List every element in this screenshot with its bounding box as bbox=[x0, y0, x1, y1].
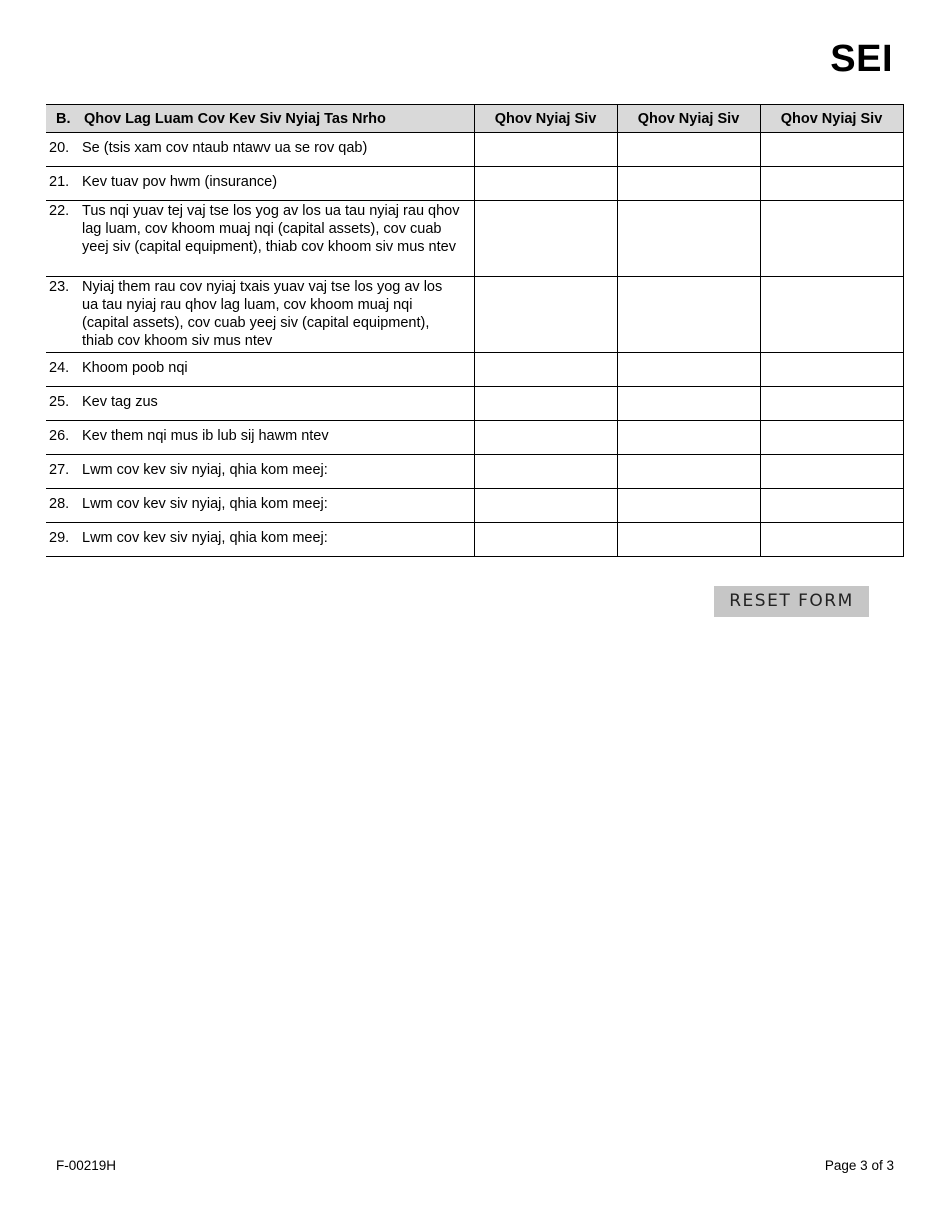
row-number: 29. bbox=[49, 530, 70, 546]
amount-input[interactable] bbox=[761, 421, 903, 454]
amount-input[interactable] bbox=[475, 489, 617, 522]
amount-input[interactable] bbox=[475, 421, 617, 454]
amount-field-month-3[interactable] bbox=[760, 277, 903, 353]
amount-input[interactable] bbox=[618, 133, 760, 166]
form-number: F-00219H bbox=[56, 1158, 117, 1173]
row-label: Kev tag zus bbox=[82, 394, 158, 410]
row-number: 20. bbox=[49, 140, 70, 156]
form-code-header: SEI bbox=[830, 38, 893, 80]
row-number: 27. bbox=[49, 462, 70, 478]
row-label: Lwm cov kev siv nyiaj, qhia kom meej: bbox=[82, 530, 328, 546]
month-3-header: Qhov Nyiaj Siv bbox=[760, 105, 903, 133]
amount-field-month-3[interactable] bbox=[760, 201, 903, 277]
table-row bbox=[46, 523, 903, 557]
amount-field-month-3[interactable] bbox=[760, 133, 903, 167]
table-row bbox=[46, 167, 903, 201]
amount-input[interactable] bbox=[618, 421, 760, 454]
reset-form-button[interactable]: RESET FORM bbox=[714, 586, 869, 617]
amount-field-month-2[interactable] bbox=[617, 523, 760, 557]
table-row bbox=[46, 455, 903, 489]
table-row bbox=[46, 353, 903, 387]
amount-field-month-2[interactable] bbox=[617, 201, 760, 277]
amount-field-month-1[interactable] bbox=[474, 489, 617, 523]
row-label-cell bbox=[46, 353, 474, 387]
row-number: 26. bbox=[49, 428, 70, 444]
amount-input[interactable] bbox=[761, 133, 903, 166]
amount-field-month-3[interactable] bbox=[760, 523, 903, 557]
amount-input[interactable] bbox=[761, 201, 903, 276]
row-label: Tus nqi yuav tej vaj tse los yog av los ua tau nyiaj rau qhov lag luam, cov khoom muaj nqi (capital assets), cov cuab yeej siv (capital equipment), thiab cov khoom siv mus ntev bbox=[82, 203, 460, 255]
section-header bbox=[46, 105, 474, 133]
amount-input[interactable] bbox=[761, 387, 903, 420]
row-label-cell bbox=[46, 201, 474, 277]
amount-field-month-2[interactable] bbox=[617, 387, 760, 421]
row-label: Lwm cov kev siv nyiaj, qhia kom meej: bbox=[82, 496, 328, 512]
amount-input[interactable] bbox=[618, 455, 760, 488]
amount-field-month-2[interactable] bbox=[617, 455, 760, 489]
amount-input[interactable] bbox=[475, 201, 617, 276]
amount-input[interactable] bbox=[475, 387, 617, 420]
amount-field-month-3[interactable] bbox=[760, 455, 903, 489]
amount-field-month-3[interactable] bbox=[760, 421, 903, 455]
amount-field-month-1[interactable] bbox=[474, 201, 617, 277]
page-label: Page bbox=[824, 1158, 857, 1173]
amount-field-month-2[interactable] bbox=[617, 489, 760, 523]
amount-input[interactable] bbox=[618, 489, 760, 522]
row-label-cell bbox=[46, 387, 474, 421]
amount-field-month-2[interactable] bbox=[617, 353, 760, 387]
amount-input[interactable] bbox=[618, 277, 760, 352]
amount-input[interactable] bbox=[761, 167, 903, 200]
amount-field-month-1[interactable] bbox=[474, 133, 617, 167]
table-row bbox=[46, 421, 903, 455]
table-header-row bbox=[46, 105, 903, 133]
amount-input[interactable] bbox=[475, 523, 617, 556]
amount-field-month-2[interactable] bbox=[617, 421, 760, 455]
row-number: 22. bbox=[49, 203, 70, 219]
amount-field-month-3[interactable] bbox=[760, 167, 903, 201]
section-letter: B. bbox=[56, 110, 71, 127]
row-number: 21. bbox=[49, 174, 70, 190]
amount-field-month-1[interactable] bbox=[474, 353, 617, 387]
amount-input[interactable] bbox=[761, 455, 903, 488]
amount-input[interactable] bbox=[475, 277, 617, 352]
row-label: Khoom poob nqi bbox=[82, 360, 188, 376]
row-number: 24. bbox=[49, 360, 70, 376]
page-current: 3 bbox=[860, 1158, 868, 1173]
amount-field-month-3[interactable] bbox=[760, 387, 903, 421]
amount-input[interactable] bbox=[475, 133, 617, 166]
table-row bbox=[46, 489, 903, 523]
amount-field-month-2[interactable] bbox=[617, 167, 760, 201]
row-label: Lwm cov kev siv nyiaj, qhia kom meej: bbox=[82, 462, 328, 478]
row-number: 23. bbox=[49, 279, 70, 295]
page-total: 3 bbox=[886, 1158, 894, 1173]
row-label-cell bbox=[46, 167, 474, 201]
table-row bbox=[46, 277, 903, 353]
business-expenses-table bbox=[46, 104, 904, 557]
amount-field-month-3[interactable] bbox=[760, 489, 903, 523]
table-row bbox=[46, 201, 903, 277]
amount-input[interactable] bbox=[618, 523, 760, 556]
section-title: Qhov Lag Luam Cov Kev Siv Nyiaj Tas Nrho bbox=[84, 110, 386, 127]
amount-field-month-2[interactable] bbox=[617, 277, 760, 353]
table-row bbox=[46, 133, 903, 167]
amount-input[interactable] bbox=[761, 353, 903, 386]
row-label: Kev them nqi mus ib lub sij hawm ntev bbox=[82, 428, 329, 444]
amount-input[interactable] bbox=[761, 523, 903, 556]
row-label-cell bbox=[46, 523, 474, 557]
row-number: 25. bbox=[49, 394, 70, 410]
amount-input[interactable] bbox=[618, 353, 760, 386]
amount-field-month-3[interactable] bbox=[760, 353, 903, 387]
amount-field-month-1[interactable] bbox=[474, 277, 617, 353]
row-number: 28. bbox=[49, 496, 70, 512]
row-label: Nyiaj them rau cov nyiaj txais yuav vaj tse los yog av los ua tau nyiaj rau qhov lag luam, cov khoom muaj nqi (capital assets), cov cuab yeej siv (capital equipment), thiab cov khoom siv mus ntev bbox=[82, 279, 443, 349]
row-label-cell bbox=[46, 455, 474, 489]
row-label: Kev tuav pov hwm (insurance) bbox=[82, 174, 278, 190]
amount-field-month-1[interactable] bbox=[474, 523, 617, 557]
page-indicator bbox=[825, 1158, 894, 1173]
amount-input[interactable] bbox=[475, 353, 617, 386]
amount-field-month-1[interactable] bbox=[474, 167, 617, 201]
amount-field-month-1[interactable] bbox=[474, 387, 617, 421]
amount-input[interactable] bbox=[761, 277, 903, 352]
row-label-cell bbox=[46, 133, 474, 167]
table-row bbox=[46, 387, 903, 421]
row-label-cell bbox=[46, 489, 474, 523]
row-label-cell bbox=[46, 421, 474, 455]
amount-field-month-2[interactable] bbox=[617, 133, 760, 167]
page-of: of bbox=[871, 1158, 883, 1173]
amount-field-month-1[interactable] bbox=[474, 421, 617, 455]
amount-input[interactable] bbox=[761, 489, 903, 522]
amount-input[interactable] bbox=[618, 201, 760, 276]
month-1-header: Qhov Nyiaj Siv bbox=[474, 105, 617, 133]
amount-input[interactable] bbox=[475, 167, 617, 200]
month-2-header: Qhov Nyiaj Siv bbox=[617, 105, 760, 133]
amount-input[interactable] bbox=[618, 387, 760, 420]
amount-field-month-1[interactable] bbox=[474, 455, 617, 489]
amount-input[interactable] bbox=[618, 167, 760, 200]
row-label: Se (tsis xam cov ntaub ntawv ua se rov qab) bbox=[82, 140, 368, 156]
amount-input[interactable] bbox=[475, 455, 617, 488]
row-label-cell bbox=[46, 277, 474, 353]
